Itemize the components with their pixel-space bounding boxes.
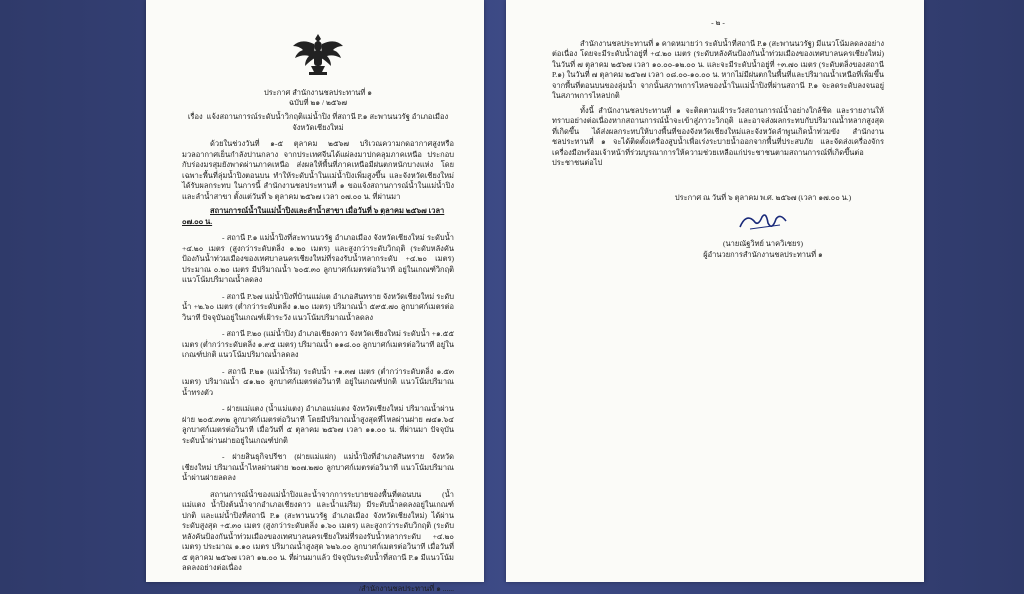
station-p67: - สถานี P.๖๗ แม่น้ำปิงที่บ้านแม่แต อำเภอสันทราย จังหวัดเชียงใหม่ ระดับน้ำ +๒.๖๐ เมตร (ต่ำกว่าระดับตลิ่ง ๑.๒๐ เมตร) ปริมาณน้ำ ๕๙๕.๗๐ ลูกบาศก์เมตรต่อวินาที ปัจจุบันอยู่ในเกณฑ์เฝ้าระวัง แนวโน้มปริมาณน้ำลดลง: [182, 292, 454, 324]
station-p21: - สถานี P.๒๑ (แม่น้ำริม) ระดับน้ำ +๑.๓๗ เมตร (ต่ำกว่าระดับตลิ่ง ๑.๕๓ เมตร) ปริมาณน้ำ ๔๑.๒๐ ลูกบาศก์เมตรต่อวินาที อยู่ในเกณฑ์ปกติ แนวโน้มปริมาณน้ำทรงตัว: [182, 367, 454, 399]
signature-icon: [736, 209, 790, 235]
subject-line: [182, 112, 454, 133]
garuda-emblem-icon: [291, 30, 345, 80]
subject-label: เรื่อง: [188, 112, 203, 121]
mae-taeng-weir: - ฝายแม่แตง (น้ำแม่แตง) อำเภอแม่แตง จังหวัดเชียงใหม่ ปริมาณน้ำผ่านฝาย ๒๐๕.๓๓๒ ลูกบาศก์เมตรต่อวินาที โดยมีปริมาณน้ำสูงสุดที่ไหลผ่านฝาย ๗๔๑.๖๔ ลูกบาศก์เมตรต่อวินาที เมื่อวันที่ ๕ ตุลาคม ๒๕๖๗ เวลา ๑๑.๐๐ น. ที่ผ่านมา ปัจจุบันระดับน้ำผ่านฝายอยู่ในเกณฑ์ปกติ: [182, 404, 454, 446]
intro-paragraph: ด้วยในช่วงวันที่ ๑-๕ ตุลาคม ๒๕๖๗ บริเวณความกดอากาศสูงหรือมวลอากาศเย็นกำลังปานกลาง จากประเทศจีนได้แผ่ลงมาปกคลุมภาคเหนือ ประกอบกับร่องมรสุมยังพาดผ่านภาคเหนือ ส่งผลให้พื้นที่ภาคเหนือมีฝนตกหนักบางแห่ง โดยเฉพาะพื้นที่ลุ่มน้ำปิงตอนบน ทำให้ระดับน้ำในแม่น้ำปิงเพิ่มสูงขึ้น และจังหวัดเชียงใหม่ได้รับผลกระทบ ในการนี้ สำนักงานชลประทานที่ ๑ ขอแจ้งสถานการณ์น้ำในแม่น้ำปิงและลำน้ำสาขา ตั้งแต่วันที่ ๖ ตุลาคม ๒๕๖๗ เวลา ๐๗.๐๐ น. ที่ผ่านมา: [182, 139, 454, 202]
station-p1: - สถานี P.๑ แม่น้ำปิงที่สะพานนวรัฐ อำเภอเมือง จังหวัดเชียงใหม่ ระดับน้ำ +๔.๒๐ เมตร (สูงกว่าระดับตลิ่ง ๑.๒๐ เมตร) และสูงกว่าระดับวิกฤติ (ระดับหลังคันป้องกันน้ำท่วมเมืองของเทศบาลนครเชียงใหม่ที่รองรับน้ำหลากระดับ +๔.๒๐ เมตร) ประมาณ ๐.๒๐ เมตร มีปริมาณน้ำ ๖๐๕.๓๐ ลูกบาศก์เมตรต่อวินาที อยู่ในเกณฑ์วิกฤติ แนวโน้มปริมาณน้ำลดลง: [182, 233, 454, 286]
section-title: สถานการณ์น้ำในแม่น้ำปิงและลำน้ำสาขา เมื่อวันที่ ๖ ตุลาคม ๒๕๖๗ เวลา ๐๗.๐๐ น.: [182, 206, 454, 227]
signatory-name: (นายณัฐวิทย์ นาควิเชยร): [642, 239, 884, 250]
page-number: - ๒ -: [552, 18, 884, 29]
monitoring-paragraph: ทั้งนี้ สำนักงานชลประทานที่ ๑ จะติดตามเฝ้าระวังสถานการณ์น้ำอย่างใกล้ชิด และรายงานให้ทราบอย่างต่อเนื่องหากสถานการณ์น้ำจะเข้าสู่ภาวะวิกฤติ และอาจส่งผลกระทบกับปริมาณน้ำหลากสูงสุดที่เกิดขึ้น ได้ส่งผลกระทบให้บางพื้นที่ของจังหวัดเชียงใหม่และจังหวัดลำพูนเกิดน้ำท่วมขัง สำนักงานชลประทานที่ ๑ จะได้ติดตั้งเครื่องสูบน้ำเพื่อเร่งระบายน้ำออกจากพื้นที่ประสบภัย และจัดส่งเครื่องจักรเครื่องมือพร้อมเจ้าหน้าที่ร่วมบูรณาการให้ความช่วยเหลือแก่ประชาชนตามสถานการณ์ที่เกิดขึ้นต่อประชาชนต่อไป: [552, 106, 884, 169]
signature-block: [552, 209, 884, 260]
document-page-2: [506, 0, 924, 582]
issue-number: ฉบับที่ ๒๑ / ๒๕๖๗: [182, 98, 454, 108]
station-p20: - สถานี P.๒๐ (แม่น้ำปิง) อำเภอเชียงดาว จังหวัดเชียงใหม่ ระดับน้ำ +๑.๕๕ เมตร (ต่ำกว่าระดับตลิ่ง ๑.๙๕ เมตร) ปริมาณน้ำ ๑๑๘.๐๐ ลูกบาศก์เมตรต่อวินาที อยู่ในเกณฑ์ปกติ แนวโน้มปริมาณน้ำลดลง: [182, 329, 454, 361]
document-page-1: [146, 0, 484, 582]
issuer-line: ประกาศ สำนักงานชลประทานที่ ๑: [182, 88, 454, 98]
sinthukitpreecha-weir: - ฝายสินธุกิจปรีชา (ฝายแม่แฝก) แม่น้ำปิงที่อำเภอสันทราย จังหวัดเชียงใหม่ ปริมาณน้ำไหลผ่านฝาย ๒๐๗.๒๗๐ ลูกบาศก์เมตรต่อวินาที แนวโน้มปริมาณน้ำผ่านฝายลดลง: [182, 452, 454, 484]
closing-paragraph: สถานการณ์น้ำของแม่น้ำปิงและน้ำจากการระบายของพื้นที่ตอนบน (น้ำแม่แตง น้ำปิงต้นน้ำจากอำเภอเชียงดาว และน้ำแม่ริม) มีระดับน้ำลดลงอยู่ในเกณฑ์ปกติ และแม่น้ำปิงที่สถานี P.๑ (สะพานนวรัฐ อำเภอเมือง จังหวัดเชียงใหม่) ได้ผ่านระดับสูงสุด +๕.๓๐ เมตร (สูงกว่าระดับตลิ่ง ๑.๖๐ เมตร) และสูงกว่าระดับวิกฤติ (ระดับหลังคันป้องกันน้ำท่วมเมืองของเทศบาลนครเชียงใหม่ที่รองรับน้ำหลากระดับ +๔.๒๐ เมตร) ประมาณ ๑.๑๐ เมตร ปริมาณน้ำสูงสุด ๖๒๖.๐๐ ลูกบาศก์เมตรต่อวินาที เมื่อวันที่ ๕ ตุลาคม ๒๕๖๗ เวลา ๑๒.๐๐ น. ที่ผ่านมาแล้ว ปัจจุบันระดับน้ำที่สถานี P.๑ มีแนวโน้มลดลงอย่างต่อเนื่อง: [182, 490, 454, 574]
continuation-note: /สำนักงานชลประทานที่ ๑ ......: [182, 584, 454, 594]
signatory-title: ผู้อำนวยการสำนักงานชลประทานที่ ๑: [642, 250, 884, 261]
subject-text: แจ้งสถานการณ์ระดับน้ำวิกฤติแม่น้ำปิง ที่สถานี P.๑ สะพานนวรัฐ อำเภอเมือง จังหวัดเชียงใหม่: [207, 112, 449, 132]
forecast-paragraph: สำนักงานชลประทานที่ ๑ คาดหมายว่า ระดับน้ำที่สถานี P.๑ (สะพานนวรัฐ) มีแนวโน้มลดลงอย่างต่อเนื่อง โดยจะมีระดับน้ำอยู่ที่ +๔.๒๐ เมตร (ระดับหลังคันป้องกันน้ำท่วมเมืองของเทศบาลนครเชียงใหม่) ในวันที่ ๗ ตุลาคม ๒๕๖๗ เวลา ๑๐.๐๐-๑๒.๐๐ น. และจะมีระดับน้ำอยู่ที่ +๓.๗๐ เมตร (ระดับตลิ่งของสถานี P.๑) ในวันที่ ๗ ตุลาคม ๒๕๖๗ เวลา ๐๘.๐๐-๑๐.๐๐ น. หากไม่มีฝนตกในพื้นที่และปริมาณน้ำเหนือที่เพิ่มขึ้นจากพื้นที่ตอนบนของลุ่มน้ำ จากนั้นสภาพการไหลของน้ำในแม่น้ำปิงที่ผ่านสถานี P.๑ จะลดระดับลงจนอยู่ในสภาพการไหลปกติ: [552, 39, 884, 102]
announcement-date: ประกาศ ณ วันที่ ๖ ตุลาคม พ.ศ. ๒๕๖๗ (เวลา ๑๗.๐๐ น.): [552, 193, 884, 204]
